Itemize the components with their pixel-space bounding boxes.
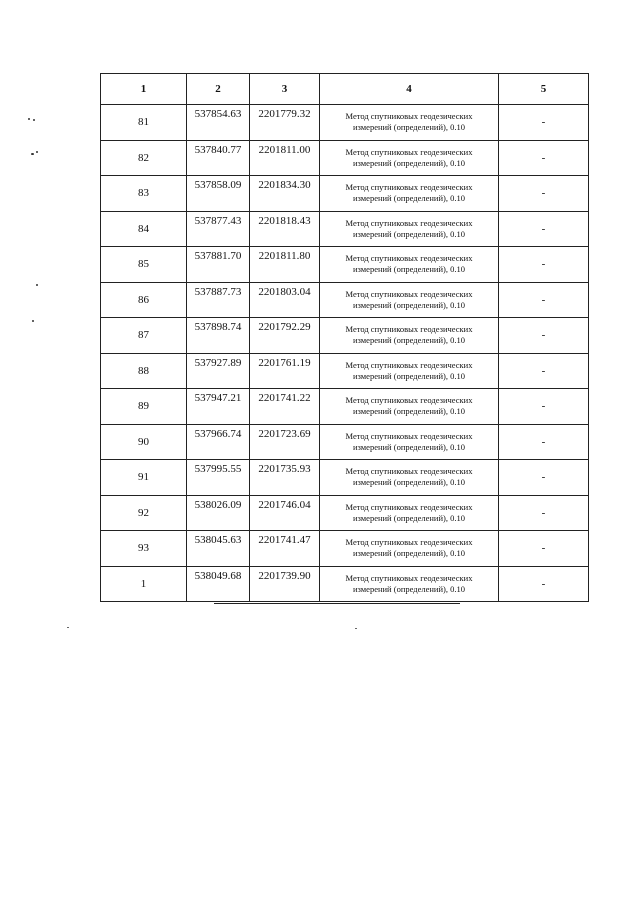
header-col-2: 2	[187, 74, 250, 105]
method-text-line-1: Метод спутниковых геодезических	[345, 324, 473, 335]
method-cell	[320, 389, 499, 425]
method-text-line-2: измерений (определений), 0.10	[353, 583, 465, 594]
table-header-row	[101, 74, 589, 105]
method-cell	[320, 211, 499, 247]
coordinate-y-cell: 2201792.29	[250, 318, 320, 354]
coordinate-x-cell: 537877.43	[187, 211, 250, 247]
method-text-line-1: Метод спутниковых геодезических	[345, 537, 473, 548]
method-text-line-1: Метод спутниковых геодезических	[345, 217, 473, 228]
coordinate-y-cell: 2201811.00	[250, 140, 320, 176]
method-text-line-1: Метод спутниковых геодезических	[345, 359, 473, 370]
point-number-cell: 90	[101, 424, 187, 460]
point-number-cell: 82	[101, 140, 187, 176]
table-row	[101, 460, 589, 496]
table-row	[101, 531, 589, 567]
table-row	[101, 566, 589, 602]
point-number-cell: 85	[101, 247, 187, 283]
method-text-line-2: измерений (определений), 0.10	[353, 477, 465, 488]
method-text-line-1: Метод спутниковых геодезических	[345, 253, 473, 264]
method-cell	[320, 282, 499, 318]
point-number-cell: 93	[101, 531, 187, 567]
header-col-5: 5	[499, 74, 589, 105]
coordinate-x-cell: 538045.63	[187, 531, 250, 567]
coordinate-y-cell: 2201735.93	[250, 460, 320, 496]
method-text-line-1: Метод спутниковых геодезических	[345, 501, 473, 512]
method-text-line-2: измерений (определений), 0.10	[353, 335, 465, 346]
scan-speck	[31, 153, 34, 155]
coordinate-x-cell: 537898.74	[187, 318, 250, 354]
table-row	[101, 140, 589, 176]
coordinate-x-cell: 537927.89	[187, 353, 250, 389]
method-text-line-1: Метод спутниковых геодезических	[345, 430, 473, 441]
col5-cell: -	[499, 105, 589, 141]
table-row	[101, 176, 589, 212]
coordinate-y-cell: 2201834.30	[250, 176, 320, 212]
method-text-line-1: Метод спутниковых геодезических	[345, 395, 473, 406]
header-col-4: 4	[320, 74, 499, 105]
method-text-line-2: измерений (определений), 0.10	[353, 548, 465, 559]
coordinate-y-cell: 2201741.47	[250, 531, 320, 567]
col5-cell: -	[499, 282, 589, 318]
method-text-line-1: Метод спутниковых геодезических	[345, 111, 473, 122]
table-row	[101, 318, 589, 354]
method-cell	[320, 566, 499, 602]
coordinate-y-cell: 2201761.19	[250, 353, 320, 389]
method-cell	[320, 424, 499, 460]
method-cell	[320, 105, 499, 141]
col5-cell: -	[499, 424, 589, 460]
coordinates-table	[100, 73, 589, 602]
point-number-cell: 92	[101, 495, 187, 531]
method-cell	[320, 495, 499, 531]
coordinate-y-cell: 2201818.43	[250, 211, 320, 247]
coordinate-x-cell: 538049.68	[187, 566, 250, 602]
table-row	[101, 211, 589, 247]
col5-cell: -	[499, 176, 589, 212]
point-number-cell: 83	[101, 176, 187, 212]
method-text-line-2: измерений (определений), 0.10	[353, 406, 465, 417]
table-body	[101, 105, 589, 602]
header-col-1: 1	[101, 74, 187, 105]
table-row	[101, 389, 589, 425]
coordinate-y-cell: 2201723.69	[250, 424, 320, 460]
table-row	[101, 247, 589, 283]
method-cell	[320, 140, 499, 176]
scan-speck	[28, 118, 30, 120]
coordinate-x-cell: 538026.09	[187, 495, 250, 531]
coordinate-x-cell: 537947.21	[187, 389, 250, 425]
scan-speck	[36, 284, 38, 286]
scan-speck	[33, 119, 35, 121]
method-text-line-2: измерений (определений), 0.10	[353, 370, 465, 381]
col5-cell: -	[499, 460, 589, 496]
point-number-cell: 84	[101, 211, 187, 247]
scan-speck	[67, 627, 69, 628]
signature-line	[214, 603, 460, 604]
scan-speck	[32, 320, 34, 322]
coordinate-x-cell: 537840.77	[187, 140, 250, 176]
col5-cell: -	[499, 247, 589, 283]
col5-cell: -	[499, 389, 589, 425]
scan-speck	[36, 151, 38, 153]
col5-cell: -	[499, 318, 589, 354]
table-row	[101, 282, 589, 318]
coordinate-y-cell: 2201811.80	[250, 247, 320, 283]
method-text-line-2: измерений (определений), 0.10	[353, 157, 465, 168]
table-row	[101, 495, 589, 531]
coordinate-y-cell: 2201739.90	[250, 566, 320, 602]
method-text-line-2: измерений (определений), 0.10	[353, 122, 465, 133]
col5-cell: -	[499, 531, 589, 567]
table-row	[101, 105, 589, 141]
point-number-cell: 1	[101, 566, 187, 602]
point-number-cell: 86	[101, 282, 187, 318]
col5-cell: -	[499, 353, 589, 389]
coordinate-x-cell: 537966.74	[187, 424, 250, 460]
coordinate-y-cell: 2201779.32	[250, 105, 320, 141]
table-row	[101, 424, 589, 460]
method-cell	[320, 247, 499, 283]
coordinate-y-cell: 2201746.04	[250, 495, 320, 531]
method-cell	[320, 353, 499, 389]
point-number-cell: 81	[101, 105, 187, 141]
method-text-line-1: Метод спутниковых геодезических	[345, 146, 473, 157]
point-number-cell: 91	[101, 460, 187, 496]
coordinate-x-cell: 537858.09	[187, 176, 250, 212]
coordinate-x-cell: 537995.55	[187, 460, 250, 496]
table-row	[101, 353, 589, 389]
method-text-line-2: измерений (определений), 0.10	[353, 228, 465, 239]
point-number-cell: 88	[101, 353, 187, 389]
method-text-line-2: измерений (определений), 0.10	[353, 512, 465, 523]
method-cell	[320, 531, 499, 567]
method-cell	[320, 460, 499, 496]
method-text-line-1: Метод спутниковых геодезических	[345, 466, 473, 477]
col5-cell: -	[499, 211, 589, 247]
coordinate-x-cell: 537881.70	[187, 247, 250, 283]
col5-cell: -	[499, 495, 589, 531]
method-text-line-1: Метод спутниковых геодезических	[345, 572, 473, 583]
col5-cell: -	[499, 566, 589, 602]
method-text-line-1: Метод спутниковых геодезических	[345, 288, 473, 299]
coordinate-x-cell: 537887.73	[187, 282, 250, 318]
method-text-line-2: измерений (определений), 0.10	[353, 441, 465, 452]
scan-speck	[355, 628, 357, 629]
method-cell	[320, 176, 499, 212]
coordinate-y-cell: 2201803.04	[250, 282, 320, 318]
method-text-line-2: измерений (определений), 0.10	[353, 264, 465, 275]
point-number-cell: 87	[101, 318, 187, 354]
header-col-3: 3	[250, 74, 320, 105]
method-text-line-2: измерений (определений), 0.10	[353, 193, 465, 204]
point-number-cell: 89	[101, 389, 187, 425]
method-cell	[320, 318, 499, 354]
coordinate-x-cell: 537854.63	[187, 105, 250, 141]
coordinate-y-cell: 2201741.22	[250, 389, 320, 425]
method-text-line-1: Метод спутниковых геодезических	[345, 182, 473, 193]
method-text-line-2: измерений (определений), 0.10	[353, 299, 465, 310]
col5-cell: -	[499, 140, 589, 176]
